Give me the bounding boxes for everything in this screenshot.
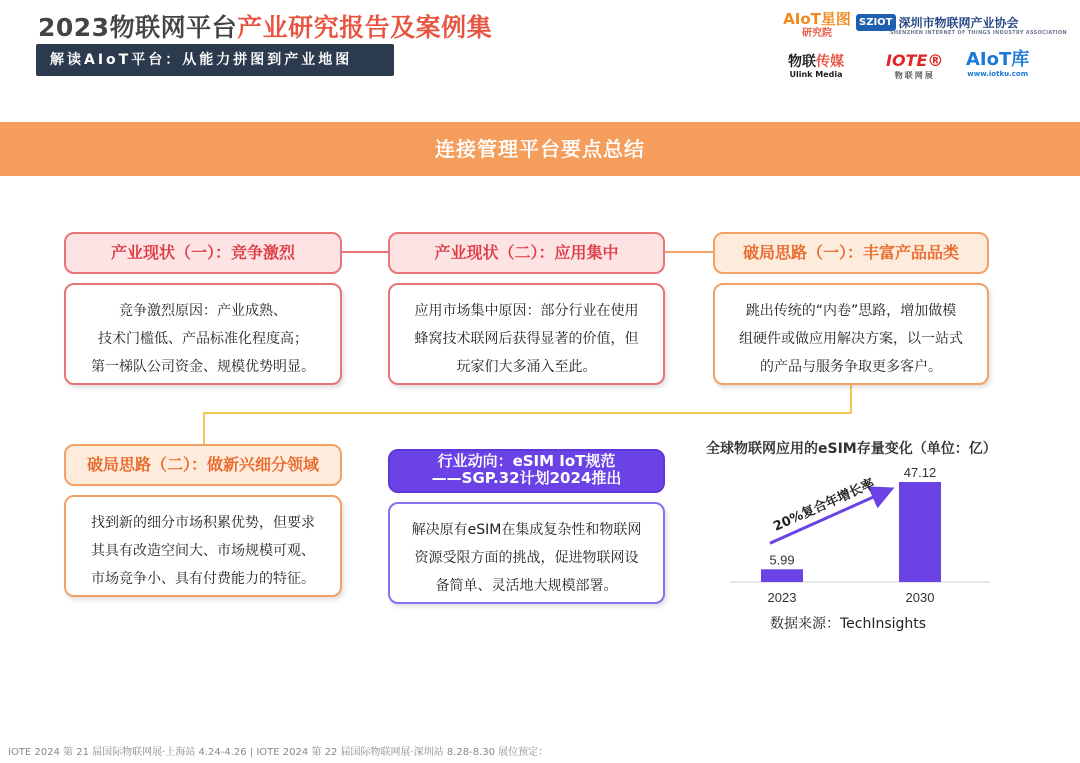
sziot-logo-name: 深圳市物联网产业协会 bbox=[898, 16, 1019, 30]
connector-line bbox=[665, 251, 713, 253]
connector-line bbox=[850, 385, 852, 413]
report-title bbox=[38, 8, 492, 44]
aiot-logo-subtext: 研究院 bbox=[802, 28, 832, 39]
chart-title: 全球物联网应用的eSIM存量变化（单位：亿） bbox=[706, 441, 997, 457]
card-industry-status-1 bbox=[64, 283, 342, 385]
tick-label-2030: 2030 bbox=[905, 590, 935, 605]
card-text-line: 第一梯队公司资金、规模优势明显。 bbox=[91, 359, 315, 375]
bar-2023 bbox=[761, 569, 803, 582]
aiotku-logo-url: www.iotku.com bbox=[967, 70, 1028, 78]
card-heading-line: 行业动向：eSIM IoT规范 bbox=[437, 452, 616, 470]
connector-line bbox=[342, 251, 388, 253]
card-text-line: 玩家们大多涌入至此。 bbox=[456, 359, 597, 375]
ulink-logo-cn-1: 物联 bbox=[788, 54, 816, 70]
ulink-media-logo bbox=[788, 54, 844, 79]
card-heading-breakthrough-2: 破局思路（二）：做新兴细分领域 bbox=[64, 444, 342, 486]
card-heading-industry-status-2: 产业现状（二）：应用集中 bbox=[388, 232, 665, 274]
card-industry-trend bbox=[388, 502, 665, 604]
aiotku-logo bbox=[966, 50, 1029, 78]
connector-line bbox=[203, 412, 205, 444]
data-label-2030: 47.12 bbox=[903, 465, 937, 480]
card-text-line: 其具有改造空间大、市场规模可观、 bbox=[91, 543, 315, 559]
card-heading-industry-trend bbox=[388, 449, 665, 493]
card-text-line: 备简单、灵活地大规模部署。 bbox=[435, 578, 618, 594]
sziot-logo-en: SHENZHEN INTERNET OF THINGS INDUSTRY ASSOCIATION bbox=[890, 30, 1067, 36]
aiot-logo-text: AIoT星图 bbox=[783, 10, 851, 28]
iote-logo-sub: 物联网展 bbox=[894, 71, 935, 80]
ulink-logo-cn-2: 传媒 bbox=[816, 54, 844, 70]
chart-source: 数据来源：TechInsights bbox=[770, 616, 927, 632]
card-heading-industry-status-1: 产业现状（一）：竞争激烈 bbox=[64, 232, 342, 274]
section-banner: 连接管理平台要点总结 bbox=[0, 122, 1080, 176]
card-text-line: 找到新的细分市场积累优势，但要求 bbox=[91, 515, 315, 531]
iote-logo-main: IOTE® bbox=[886, 51, 944, 70]
growth-annotation: 20%复合年增长率 bbox=[771, 476, 877, 535]
connector-line bbox=[203, 412, 852, 414]
card-text-line: 蜂窝技术联网后获得显著的价值，但 bbox=[414, 331, 639, 347]
card-text-line: 技术门槛低、产品标准化程度高； bbox=[98, 331, 308, 347]
aiot-research-logo bbox=[782, 10, 852, 40]
report-title-part1: 2023物联网平台 bbox=[38, 13, 238, 42]
footer-exhibition-info: IOTE 2024 第 21 届国际物联网展·上海站 4.24-4.26 | IOTE 2024 第 22 届国际物联网展·深圳站 8.28-8.30 展位预定： bbox=[8, 747, 549, 758]
card-text-line: 竞争激烈原因：产业成熟、 bbox=[119, 303, 287, 319]
card-breakthrough-1 bbox=[713, 283, 989, 385]
esim-bar-chart bbox=[700, 455, 1000, 610]
bar-2030 bbox=[899, 482, 941, 582]
sziot-logo-mark: SZIOT bbox=[856, 14, 896, 31]
card-text-line: 市场竞争小、具有付费能力的特征。 bbox=[91, 571, 315, 587]
card-text-line: 资源受限方面的挑战，促进物联网设 bbox=[414, 550, 639, 566]
ulink-logo-en: Ulink Media bbox=[789, 70, 843, 79]
report-subtitle: 解读AIoT平台：从能力拼图到产业地图 bbox=[36, 44, 394, 76]
card-breakthrough-2 bbox=[64, 495, 342, 597]
data-label-2023: 5.99 bbox=[769, 552, 795, 568]
card-text-line: 的产品与服务争取更多客户。 bbox=[760, 359, 942, 375]
card-text-line: 应用市场集中原因：部分行业在使用 bbox=[414, 303, 639, 319]
card-heading-breakthrough-1: 破局思路（一）：丰富产品品类 bbox=[713, 232, 989, 274]
card-text-line: 跳出传统的“内卷”思路，增加做模 bbox=[745, 303, 957, 319]
iote-logo bbox=[886, 52, 943, 81]
report-title-part2: 产业研究报告及案例集 bbox=[237, 13, 493, 42]
card-industry-status-2 bbox=[388, 283, 665, 385]
sziot-logo bbox=[856, 12, 1067, 36]
card-heading-line: ——SGP.32计划2024推出 bbox=[431, 469, 622, 487]
card-text-line: 解决原有eSIM在集成复杂性和物联网 bbox=[411, 522, 642, 538]
aiotku-logo-main: AIoT库 bbox=[966, 49, 1030, 70]
card-text-line: 组硬件或做应用解决方案，以一站式 bbox=[739, 331, 963, 347]
tick-label-2023: 2023 bbox=[767, 590, 797, 605]
